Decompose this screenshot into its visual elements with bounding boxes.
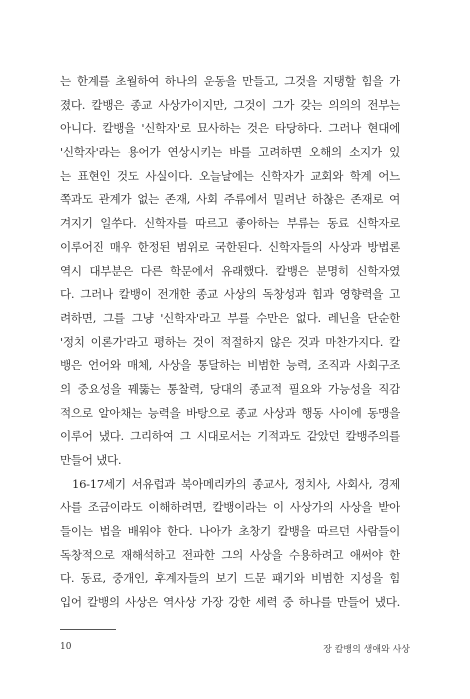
text-line: '신학자'라는 용어가 연상시키는 바를 고려하면 오해의 소지가 있 [60,145,400,160]
text-line: 려하면, 그를 그냥 '신학자'라고 부를 수만은 없다. 레닌을 단순한 [60,310,400,325]
text-line: 이루어진 매우 한정된 범위로 국한된다. 신학자들의 사상과 방법론 [60,239,400,254]
footer-rule [60,629,116,630]
text-line: 다. 그러나 칼뱅이 전개한 종교 사상의 독창성과 힘과 영향력을 고 [60,287,400,302]
text-line: 입어 칼뱅의 사상은 역사상 가장 강한 세력 중 하나를 만들어 냈다. [60,595,400,610]
text-line: 뱅은 언어와 매체, 사상을 통달하는 비범한 능력, 조직과 사회구조 [60,358,400,373]
text-line: 독창적으로 재해석하고 전파한 그의 사상을 수용하려고 애써야 한 [60,547,400,562]
text-line: 역시 대부분은 다른 학문에서 유래했다. 칼뱅은 분명히 신학자였 [60,263,400,278]
text-line: 이루어 냈다. 그리하여 그 시대로서는 기적과도 같았던 칼뱅주의를 [60,429,400,444]
text-line: 쪽과도 관계가 없는 존재, 사회 주류에서 밀려난 하찮은 존재로 여 [60,192,400,207]
text-line: 사를 조금이라도 이해하려면, 칼뱅이라는 이 사상가의 사상을 받아 [60,500,400,515]
text-line: 다. 동료, 중개인, 후계자들의 보기 드문 패기와 비범한 지성을 힘 [60,571,400,586]
text-line: 적으로 알아채는 능력을 바탕으로 종교 사상과 행동 사이에 동맹을 [60,405,400,420]
page-number: 10 [60,642,72,652]
body-text [60,70,400,615]
paragraph-first-line: 16-17세기 서유럽과 북아메리카의 종교사, 정치사, 사회사, 경제 [72,476,400,491]
text-line: 는 한계를 초월하여 하나의 운동을 만들고, 그것을 지탱할 힘을 가 [60,74,400,88]
text-line: '정치 이론가'라고 평하는 것이 적절하지 않은 것과 마찬가지다. 칼 [60,334,400,349]
text-line: 의 중요성을 꿰뚫는 통찰력, 당대의 종교적 필요와 가능성을 직감 [60,381,400,396]
text-line: 아니다. 칼뱅을 '신학자'로 묘사하는 것은 타당하다. 그러나 현대에 [60,121,400,136]
text-line: 는 표현인 것도 사실이다. 오늘날에는 신학자가 교회와 학계 어느 [60,168,400,183]
text-line: 들이는 법을 배워야 한다. 나아가 초창기 칼뱅을 따르던 사람들이 [60,524,400,539]
running-head: 장 칼뱅의 생애와 사상 [323,645,410,655]
text-line: 만들어 냈다. [60,453,122,467]
text-line: 졌다. 칼뱅은 종교 사상가이지만, 그것이 그가 갖는 의의의 전부는 [60,97,400,112]
text-line: 겨지기 일쑤다. 신학자를 따르고 좋아하는 부류는 동료 신학자로 [60,216,400,231]
